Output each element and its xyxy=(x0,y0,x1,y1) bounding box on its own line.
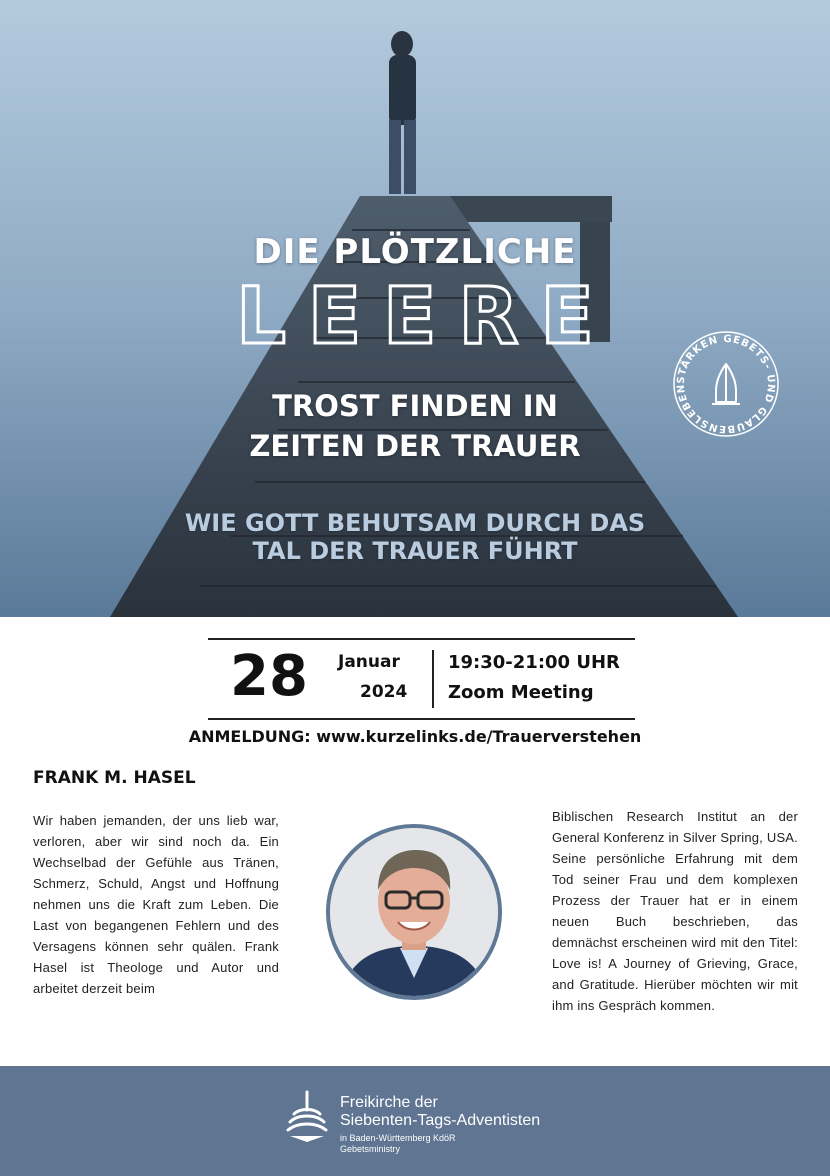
praying-hands-icon xyxy=(712,364,740,404)
subtitle-line-2: ZEITEN DER TRAUER xyxy=(249,429,581,463)
title-line-1: DIE PLÖTZLICHE xyxy=(253,232,577,272)
subtitle-line-1: TROST FINDEN IN xyxy=(272,389,558,423)
org-name-line-2: Siebenten-Tags-Adventisten xyxy=(340,1112,541,1129)
event-month: Januar xyxy=(338,652,400,672)
org-name-line-1: Freikirche der xyxy=(340,1094,438,1111)
title-line-2: LEERE xyxy=(236,272,616,362)
tagline-line-2: TAL DER TRAUER FÜHRT xyxy=(252,537,578,565)
speaker-bio-left: Wir haben jemanden, der uns lieb war, verloren, aber wir sind noch da. Ein Wechselbad der Gefühle aus Tränen, Schmerz, Schuld, Angst und Hoffnung nehmen uns die Kraft zum Leben. Die Last von begangenen Fehlern und des Versagens können sehr quälen. Frank Hasel ist Theologe und Autor und arbeitet derzeit beim xyxy=(33,813,279,996)
registration-link[interactable]: ANMELDUNG: www.kurzelinks.de/Trauerverstehen xyxy=(188,727,642,746)
footer xyxy=(0,1066,830,1176)
event-day: 28 xyxy=(230,644,308,709)
speaker-portrait xyxy=(326,824,502,1000)
org-ministry: Gebetsministry xyxy=(340,1144,401,1154)
speaker-bio-right: Biblischen Research Institut an der General Konferenz in Silver Spring, USA. Seine persönliche Erfahrung mit dem Tod seiner Frau und dem komplexen Prozess der Trauer hat er in einem neuen Buch beschrieben, das demnächst erscheinen wird mit den Titel: Love is! A Journey of Grieving, Grace, and Gratitude. Hierüber möchten wir mit ihm ins Gespräch kommen. xyxy=(552,809,798,1013)
adventist-logo-icon xyxy=(284,1088,330,1144)
tagline xyxy=(0,509,830,565)
speaker-name: FRANK M. HASEL xyxy=(33,768,196,788)
event-time: 19:30-21:00 UHR xyxy=(448,652,620,673)
badge-text: STÄRKEN GEBETS- UND GLAUBENSLEBEN xyxy=(675,333,777,435)
event-year: 2024 xyxy=(360,682,408,702)
tagline-line-1: WIE GOTT BEHUTSAM DURCH DAS xyxy=(184,509,646,537)
event-platform: Zoom Meeting xyxy=(448,682,594,703)
prayer-badge xyxy=(670,328,782,440)
speaker-photo-illustration xyxy=(330,828,498,996)
org-region: in Baden-Württemberg KdöR xyxy=(340,1133,456,1143)
date-divider xyxy=(432,650,434,708)
event-date-strip xyxy=(208,638,635,720)
